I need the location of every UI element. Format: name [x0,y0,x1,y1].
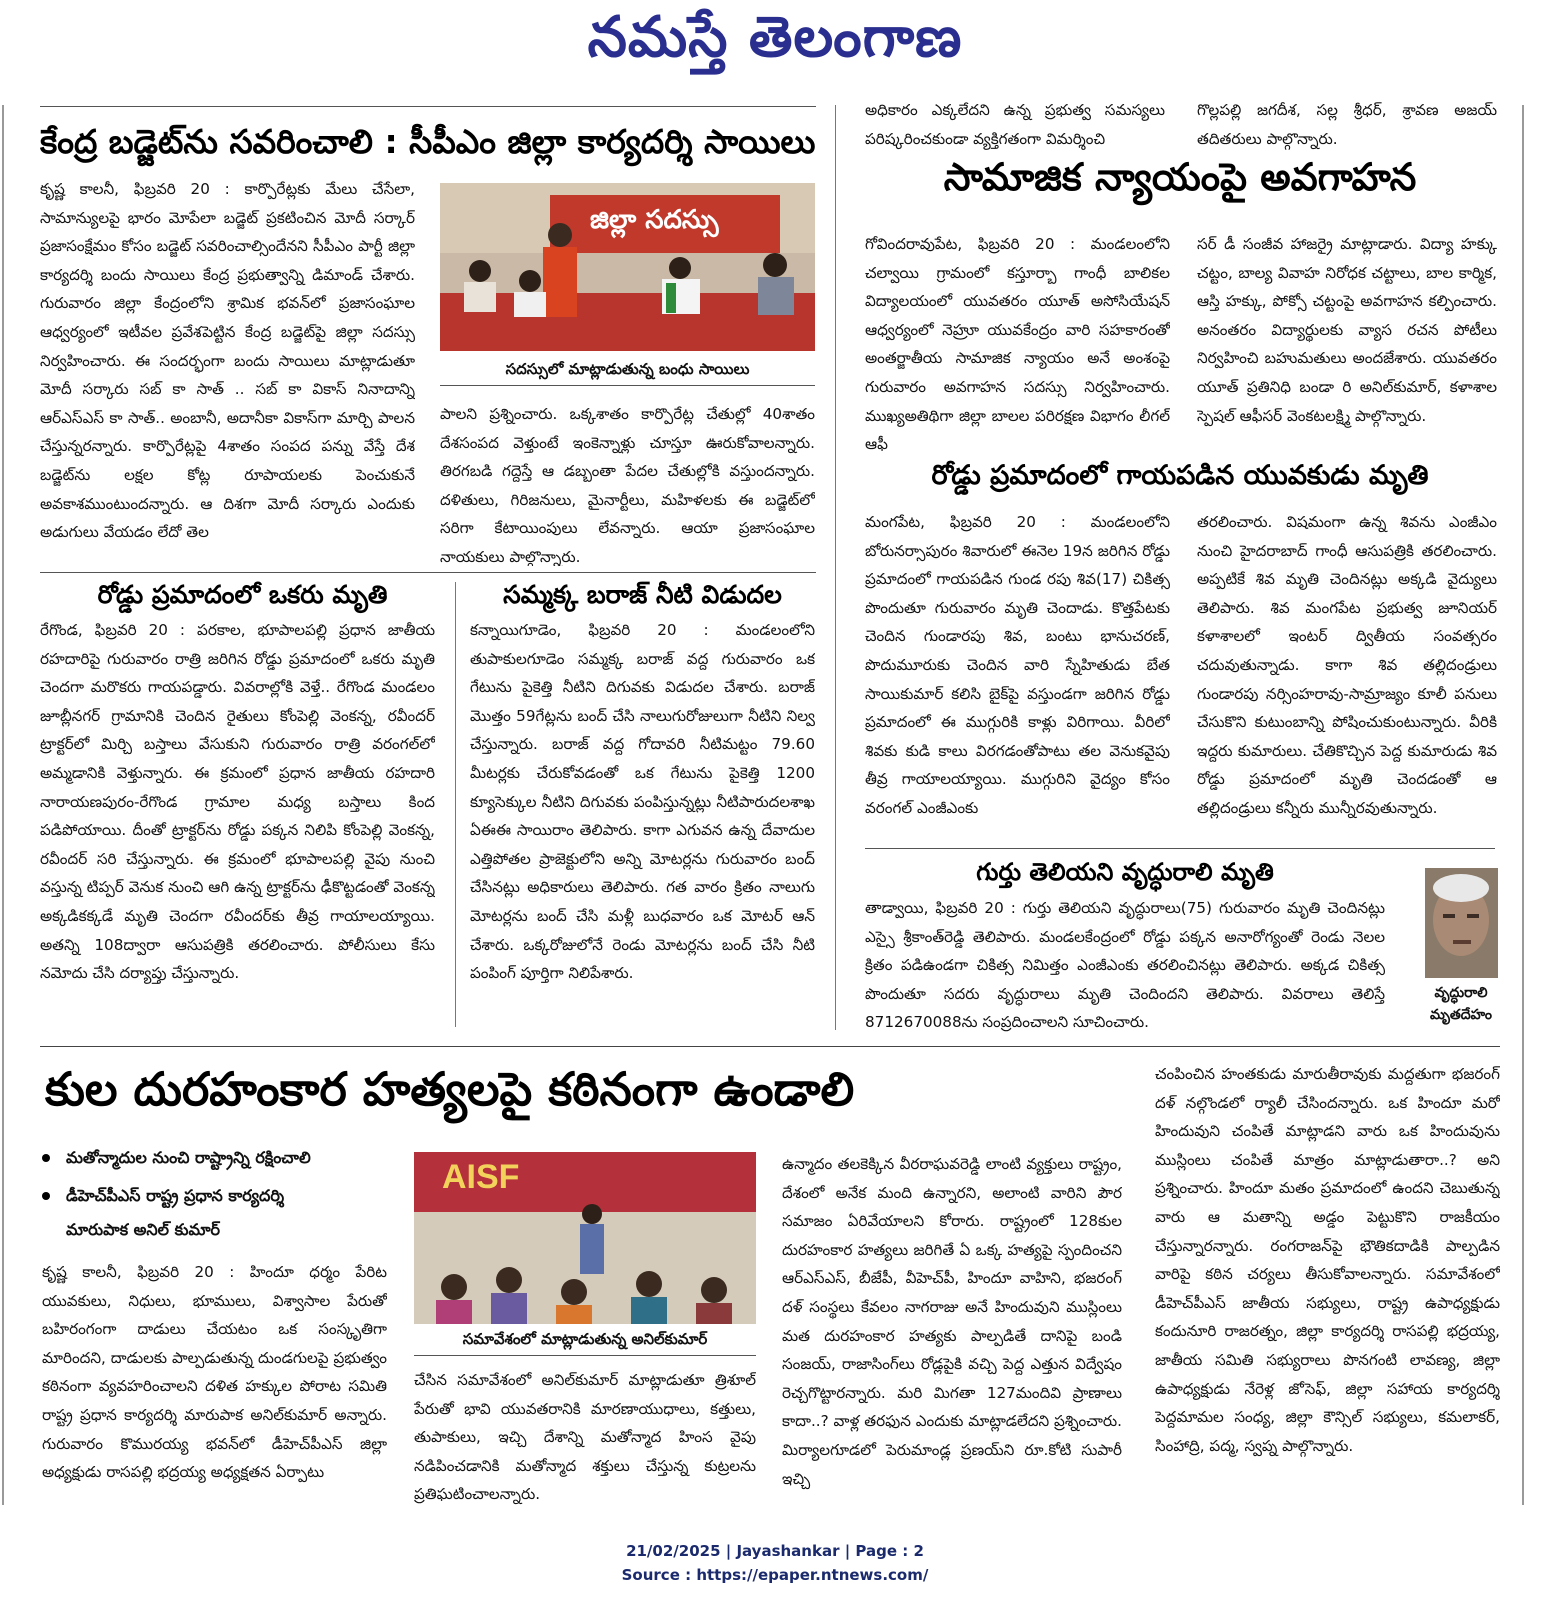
article7-body-col2: చేసిన సమావేశంలో అనిల్‌కుమార్‌ మాట్లాడుతూ త్రిశూల్‌ పేరుతో భావి యువతరానికి మారణాయుధాలు, కత్తులు, తుపాకులు, ఇచ్చి దేశాన్ని మతోన్మాద హింస వైపు నడిపించడానికి మతోన్మాద శక్తులు చేస్తున్న కుట్రలను ప్రతిఘటించాలన్నారు. [414,1371,756,1504]
article1-photo [440,183,815,351]
article4-body-right: సర్‌ డీ సంజీవ హాజర్రై మాట్లాడారు. విద్యా హక్కు చట్టం, బాల్య వివాహ నిరోధక చట్టాలు, బాల కార్మిక, ఆస్తి హక్కు, పోక్సో చట్టంపై అవగాహన కల్పించారు. అనంతరం విద్యార్థులకు వ్యాస రచన పోటీలు నిర్వహించి బహుమతులు అందజేశారు. యువతరం యూత్‌ ప్రతినిధి బండా రి అనిల్‌కుమార్‌, కళాశాల స్పెషల్‌ ఆఫీసర్‌ వెంకటలక్ష్మి పాల్గొన్నారు. [1197,235,1497,425]
article7-body-col3: ఉన్మాదం తలకెక్కిన వీరరాఘవరెడ్డి లాంటి వ్యక్తులు రాష్ట్రం, దేశంలో అనేక మంది ఉన్నారని, అలాంటి వారిని పౌర సమాజం ఏరివేయాలని కోరారు. రాష్ట్రంలో 128కుల దురహంకార హత్యలు జరిగితే ఏ ఒక్క హత్యపై స్పందించని ఆర్‌ఎస్‌ఎస్‌, బీజేపీ, వీహెచ్‌పీ, హిందూ వాహిని, భజరంగ్‌ దళ్‌ సంస్థలు కేవలం నాగరాజు అనే హిందువుని ముస్లింలు మత దురహంకార హత్యకు పాల్పడితే దానిపై బండి సంజయ్‌, రాజాసింగ్‌లు రోడ్లపైకి వచ్చి పెద్ద ఎత్తున విద్వేషం రెచ్చగొట్టారన్నారు. మరి మిగతా 127మందివి ప్రాణాలు కాదా..? వాళ్ల తరఫున ఎందుకు మాట్లాడలేదని ప్రశ్నించారు. మిర్యాలగూడలో పెరుమాండ్ల ప్రణయ్‌ని రూ.కోటి సుపారీ ఇచ్చి [782,1155,1122,1488]
bullet-dot-icon [42,1192,50,1200]
elderly-woman-photo [1425,868,1498,978]
right-page-edge [1522,105,1524,1505]
article7-photo [414,1152,756,1324]
portrait-photo [1425,868,1498,978]
article6-caption-line1: వృద్ధురాలి [1434,985,1488,1001]
bullet-dot-icon [42,1154,50,1162]
footer-source: Source : https://epaper.ntnews.com/ [621,1566,929,1584]
masthead: నమస్తే తెలంగాణ [587,4,963,70]
article6-photo-caption [1416,982,1506,1026]
article2-headline: రోడ్డు ప్రమాదంలో ఒకరు మృతి [97,580,388,609]
article4-body-left: గోవిందరావుపేట, ఫిబ్రవరి 20 : మండలంలోని చల్వాయి గ్రామంలో కస్తూర్బా గాంధీ బాలికల విద్యాలయంలో యువతరం యూత్‌ అసోసియేషన్‌ ఆధ్వర్యంలో నెహ్రూ యువకేంద్రం వారి సహకారంతో అంతర్జాతీయ సామాజిక న్యాయం అనే అంశంపై గురువారం అవగాహన సదస్సు నిర్వహించారు. ముఖ్యఅతిథిగా జిల్లా బాలల పరిరక్షణ విభాగం లీగల్‌ ఆఫీ [865,235,1170,454]
article4-top-left: అధికారం ఎక్కలేదని ఉన్న ప్రభుత్వ సమస్యలు పరిష్కరించకుండా వ్యక్తిగతంగా విమర్శించి [865,101,1165,148]
article7-body-col1: కృష్ణ కాలనీ, ఫిబ్రవరి 20 : హిందూ ధర్మం పేరిట యువకులు, నిధులు, భూములు, విశ్వాసాల పేరుతో బహిరంగంగా దాడులు చేయటం ఒక సంస్కృతిగా మారిందని, దాడులకు పాల్పడుతున్న దుండగులపై ప్రభుత్వం కఠినంగా వ్యవహరించాలని దళిత హక్కుల పోరాట సమితి రాష్ట్ర ప్రధాన కార్యదర్శి మారుపాక అనిల్‌కుమార్‌ అన్నారు. గురువారం కొమురయ్య భవన్‌లో డీహెచ్‌పీఎస్‌ జిల్లా అధ్యక్షుడు రాసపల్లి భద్రయ్య అధ్యక్షతన ఏర్పాటు [42,1263,387,1482]
article2-body: రేగొండ, ఫిబ్రవరి 20 : పరకాల, భూపాలపల్లి ప్రధాన జాతీయ రహదారిపై గురువారం రాత్రి జరిగిన రోడ్డు ప్రమాదంలో ఒకరు మృతి చెందగా మరొకరు గాయపడ్డారు. వివరాల్లోకి వెళ్తే.. రేగొండ మండలం జూబ్లీనగర్‌ గ్రామానికి చెందిన రైతులు కోంపెల్లి వెంకన్న, రవీందర్‌ ట్రాక్టర్‌లో మిర్చి బస్తాలు వేసుకుని గురువారం రాత్రి వరంగల్‌లో అమ్మడానికి వెళ్తున్నారు. ఈ క్రమంలో ప్రధాన జాతీయ రహదారి నారాయణపురం-రేగొండ గ్రామాల మధ్య బస్తాలు కింద పడిపోయాయి. దీంతో ట్రాక్టర్‌ను రోడ్డు పక్కన నిలిపి కోంపెల్లి వెంకన్న, రవీందర్‌ సరి చేస్తున్నారు. ఈ క్రమంలో భూపాలపల్లి వైపు నుంచి వస్తున్న టిప్పర్‌ వెనుక నుంచి ఆగి ఉన్న ట్రాక్టర్‌ను ఢీకొట్టడంతో వెంకన్న అక్కడికక్కడే మృతి చెందగా రవీందర్‌కు తీవ్ర గాయాలయ్యాయి. అతన్ని 108ద్వారా ఆసుపత్రికి తరలించారు. పోలీసులు కేసు నమోదు చేసి దర్యాప్తు చేస్తున్నారు. [40,621,435,983]
article7-bullet1-text: మతోన్మాదుల నుంచి రాష్ట్రాన్ని రక్షించాలి [66,1148,311,1167]
article7-bullet2-text: డీహెచ్‌పీఎస్‌ రాష్ట్ర ప్రధాన కార్యదర్శి [66,1186,285,1205]
article1-photo-banner: జిల్లా సదస్సు [590,205,719,235]
article6-body: తాడ్వాయి, ఫిబ్రవరి 20 : గుర్తు తెలియని వృద్ధురాలు(75) గురువారం మృతి చెందినట్లు ఎస్సై శ్రీకాంత్‌రెడ్డి తెలిపారు. మండలకేంద్రంలో రోడ్డు పక్కన అనారోగ్యంతో రెండు నెలల క్రితం పడిఉండగా చికిత్స నిమిత్తం ఎంజీఎంకు తరలించినట్లు తెలిపారు. అక్కడ చికిత్స పొందుతూ సదరు వృద్ధురాలు మృతి చెందిందని తెలిపారు. వివరాలు తెలిస్తే 8712670088ను సంప్రదించాలని సూచించారు. [865,899,1385,1032]
article3-headline: సమ్మక్క బరాజ్‌ నీటి విడుదల [503,580,782,609]
article1-body-right: పాలని ప్రశ్నించారు. ఒక్కశాతం కార్పొరేట్ల చేతుల్లో 40శాతం దేశసంపద వెళ్తుంటే ఇంకెన్నాళ్లు చూస్తూ ఊరుకోవాలన్నారు. తిరగబడి గద్దెస్తే ఆ డబ్బంతా పేదల చేతుల్లోకి వస్తుందన్నారు. దళితులు, గిరిజనులు, మైనార్టీలు, మహిళలకు ఈ బడ్జెట్‌లో సరిగా కేటాయింపులు లేవన్నారు. ఆయా ప్రజాసంఘాల నాయకులు పాల్గొన్నారు. [440,405,815,566]
article1-bottom-rule [40,572,816,573]
article5-headline: రోడ్డు ప్రమాదంలో గాయపడిన యువకుడు మృతి [931,460,1429,491]
article4-headline: సామాజిక న్యాయంపై అవగాహన [943,155,1417,199]
article7-bullet-2 [42,1178,412,1214]
article5-bottom-rule [865,848,1495,849]
article7-photo-banner: AISF [442,1158,520,1196]
column-divider [835,105,836,1030]
article7-bullet2-continuation: మారుపాక అనిల్‌ కుమార్‌ [66,1220,221,1239]
article3-body: కన్నాయిగూడెం, ఫిబ్రవరి 20 : మండలంలోని తుపాకులగూడెం సమ్మక్క బరాజ్‌ వద్ద గురువారం ఒక గేటును పైకెత్తి నీటిని దిగువకు విడుదల చేశారు. బరాజ్‌ మొత్తం 59గేట్లను బంద్‌ చేసి నాలుగురోజులుగా నీటిని నిల్వ చేస్తున్నారు. బరాజ్‌ వద్ద గోదావరి నీటిమట్టం 79.60 మీటర్లకు చేరుకోవడంతో ఒక గేటును పైకెత్తి 1200 క్యూసెక్కుల నీటిని దిగువకు పంపిస్తున్నట్లు నీటిపారుదలశాఖ ఏఈఈ సాయిరాం తెలిపారు. కాగా ఎగువన ఉన్న దేవాదుల ఎత్తిపోతల ప్రాజెక్టులోని అన్ని మోటర్లను గురువారం బంద్‌ చేసినట్లు అధికారులు తెలిపారు. గత వారం క్రితం నాలుగు మోటర్లను బంద్‌ చేసి మళ్లీ బుధవారం ఒక మోటర్‌ ఆన్‌ చేశారు. ఒక్కరోజులోనే రెండు మోటర్లను బంద్‌ చేసి నీటి పంపింగ్‌ పూర్తిగా నిలిపేశారు. [470,621,815,983]
article1-headline: కేంద్ర బడ్జెట్‌ను సవరించాలి : సీపీఎం జిల్లా కార్యదర్శి సాయిలు [40,122,816,161]
article5-body-left: మంగపేట, ఫిబ్రవరి 20 : మండలంలోని బోరునర్సాపురం శివారులో ఈనెల 19న జరిగిన రోడ్డు ప్రమాదంలో గాయపడిన గుండ రపు శివ(17) చికిత్స పొందుతూ గురువారం మృతి చెందాడు. కొత్తపేటకు చెందిన గుండారపు శివ, బంటు భానుచరణ్‌, పొదుమూరుకు చెందిన వారి స్నేహితుడు బేత సాయికుమార్‌ కలిసి బైక్‌పై వస్తుండగా జరిగిన రోడ్డు ప్రమాదంలో ఈ ముగ్గురికి కాళ్లు విరిగాయి. వీరిలో శివకు కుడి కాలు విరగడంతోపాటు తల వెనుకవైపు తీవ్ర గాయాలయ్యాయి. ముగ్గురిని వైద్యం కోసం వరంగల్‌ ఎంజీఎంకు [865,513,1170,817]
article2-divider [455,582,456,1027]
article7-headline: కుల దురహంకార హత్యలపై కఠినంగా ఉండాలి [45,1062,855,1116]
footer-date-page: 21/02/2025 | Jayashankar | Page : 2 [626,1542,924,1560]
top-rule [40,106,816,107]
article1-body-left: కృష్ణ కాలనీ, ఫిబ్రవరి 20 : కార్పొరేట్లకు మేలు చేసేలా, సామాన్యులపై భారం మోపేలా బడ్జెట్‌ ప్రకటించిన మోదీ సర్కార్‌ ప్రజాసంక్షేమం కోసం బడ్జెట్‌ సవరించాల్సిందేనని సీపీఎం పార్టీ జిల్లా కార్యదర్శి బందు సాయిలు కేంద్ర ప్రభుత్వాన్ని డిమాండ్‌ చేశారు. గురువారం జిల్లా కేంద్రంలోని శ్రామిక భవన్‌లో ప్రజాసంఘాల ఆధ్వర్యంలో ఇటీవల ప్రవేశపెట్టిన కేంద్ర బడ్జెట్‌పై జిల్లా సదస్సు నిర్వహించారు. ఈ సందర్భంగా బందు సాయిలు మాట్లాడుతూ మోదీ సర్కారు సబ్‌ కా సాత్‌ .. సబ్‌ కా వికాస్‌ నినాదాన్ని ఆర్‌ఎస్‌ఎస్‌ కా సాత్‌.. అంబానీ, అదానీకా వికాస్‌గా మార్చి పాలన చేస్తున్నరన్నారు. కార్పొరేట్లపై 4శాతం సంపద పన్ను వేస్తే దేశ బడ్జెట్‌ను లక్షల కోట్ల రూపాయలకు పెంచుకునే అవకాశముంటుందన్నారు. ఆ దిశగా మోదీ సర్కారు ఎందుకు అడుగులు వేయడం లేదో తెల [40,180,415,542]
article7-bullet-1 [42,1140,412,1176]
article4-top-right: గొల్లపల్లి జగదీశ, సల్ల శ్రీధర్‌, శ్రావణ అజయ్‌ తదితరులు పాల్గొన్నారు. [1197,101,1497,148]
left-page-edge [2,105,4,1505]
article7-body-col4: చంపించిన హంతకుడు మారుతీరావుకు మద్దతుగా భజరంగ్‌ దళ్‌ నల్గొండలో ర్యాలీ చేసిందన్నారు. ఒక హిందూ మరో హిందువుని చంపితే మాట్లాడని వారు ఒక హిందువును ముస్లింలు చంపితే మాత్రం మాట్లాడుతారా..? అని ప్రశ్నించారు. హిందూ మతం ప్రమాదంలో ఉందని చెబుతున్న వారు ఆ మతాన్ని అడ్డం పెట్టుకొని రాజకీయం చేస్తున్నారన్నారు. రంగరాజన్‌పై భౌతికదాడికి పాల్పడిన వారిపై కఠిన చర్యలు తీసుకోవాలన్నారు. సమావేశంలో డీహెచ్‌పీఎస్‌ జాతీయ సభ్యులు, రాష్ట్ర ఉపాధ్యక్షుడు కందునూరి రాజరత్నం, జిల్లా కార్యదర్శి రాసపల్లి భద్రయ్య, జాతీయ సమితి సభ్యురాలు పొనగంటి లావణ్య, జిల్లా ఉపాధ్యక్షుడు నేరెళ్ల జోసెఫ్‌, జిల్లా సహాయ కార్యదర్శి పెద్దమామల సంధ్య, జిల్లా కౌన్సిల్‌ సభ్యులు, కమలాకర్‌, సింహాద్రి, పద్మ, స్వప్న పాల్గొన్నారు. [1155,1065,1500,1455]
article7-photo-caption: సమావేశంలో మాట్లాడుతున్న అనిల్‌కుమార్‌ [414,1330,756,1356]
article5-body-right: తరలించారు. విషమంగా ఉన్న శివను ఎంజీఎం నుంచి హైదరాబాద్‌ గాంధీ ఆసుపత్రికి తరలించారు. అప్పటికే శివ మృతి చెందినట్లు అక్కడి వైద్యులు తెలిపారు. శివ మంగపేట ప్రభుత్వ జూనియర్‌ కళాశాలలో ఇంటర్‌ ద్వితీయ సంవత్సరం చదువుతున్నాడు. కాగా శివ తల్లిదండ్రులు గుండారపు నర్సింహరావు-సామ్రాజ్యం కూలీ పనులు చేసుకొని కుటుంబాన్ని పోషించుకుంటున్నారు. వీరికి ఇద్దరు కుమారులు. చేతికొచ్చిన పెద్ద కుమారుడు శివ రోడ్డు ప్రమాదంలో మృతి చెందడంతో ఆ తల్లిదండ్రులు కన్నీరు మున్నీరవుతున్నారు. [1197,513,1497,817]
article1-photo-caption: సదస్సులో మాట్లాడుతున్న బంధు సాయిలు [440,360,815,386]
lower-section-rule [40,1046,1500,1047]
article6-headline: గుర్తు తెలియని వృద్ధురాలి మృతి [976,858,1274,886]
article6-caption-line2: మృతదేహం [1429,1007,1493,1023]
